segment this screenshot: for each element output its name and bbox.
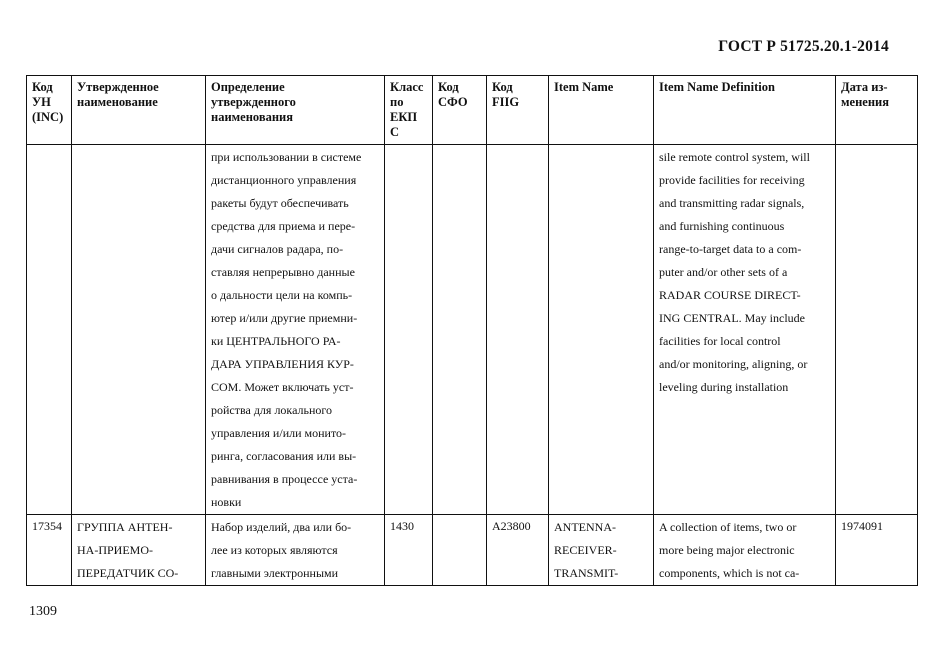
text-line: лее из которых являются [211, 543, 338, 557]
text-line: and transmitting radar signals, [659, 196, 805, 210]
standard-code: ГОСТ Р 51725.20.1-2014 [718, 38, 889, 55]
text-line: range-to-target data to a com- [659, 242, 802, 256]
text-line: provide facilities for receiving [659, 173, 805, 187]
text-line: RADAR COURSE DIRECT- [659, 288, 801, 302]
cell-definition-en [654, 145, 836, 515]
text-line: ракеты будут обеспечивать [211, 196, 349, 210]
text-line: СОМ. Может включать уст- [211, 380, 354, 394]
text-line: RECEIVER- [554, 543, 617, 557]
text-line: TRANSMIT- [554, 566, 619, 580]
text-line: менения [841, 95, 889, 109]
text-line: ДАРА УПРАВЛЕНИЯ КУР- [211, 357, 354, 371]
text-line: Код [492, 80, 513, 94]
cell-class: 1430 [385, 515, 433, 586]
text-line: НА-ПРИЕМО- [77, 543, 153, 557]
cell-inc [27, 145, 72, 515]
text-line: ставляя непрерывно данные [211, 265, 355, 279]
text-line: ГРУППА АНТЕН- [77, 520, 173, 534]
catalog-table [26, 75, 918, 586]
text-line: Определение [211, 80, 285, 94]
table-row-continuation [27, 145, 918, 515]
text-line: components, which is not ca- [659, 566, 800, 580]
text-line: Item Name Definition [659, 80, 775, 94]
cell-class [385, 145, 433, 515]
cell-item-name [549, 515, 654, 586]
text-line: С [390, 125, 400, 139]
text-line: СФО [438, 95, 468, 109]
text-line: ING CENTRAL. May include [659, 311, 805, 325]
cell-definition-ru [206, 145, 385, 515]
cell-item-name [549, 145, 654, 515]
text-line: more being major electronic [659, 543, 795, 557]
text-line: and furnishing continuous [659, 219, 785, 233]
text-line: puter and/or other sets of a [659, 265, 788, 279]
text-line: управления и/или монито- [211, 426, 347, 440]
text-line: о дальности цели на компь- [211, 288, 353, 302]
page-number: 1309 [29, 604, 57, 619]
text-line: при использовании в системе [211, 150, 362, 164]
text-line: ЕКП [390, 110, 418, 124]
text-line: A collection of items, two or [659, 520, 797, 534]
cell-definition-en [654, 515, 836, 586]
text-line: равнивания в процессе уста- [211, 472, 358, 486]
text-line: FIIG [492, 95, 520, 109]
text-line: Класс [390, 80, 424, 94]
table-row [27, 515, 918, 586]
cell-inc: 17354 [27, 515, 72, 586]
header-inc [27, 76, 72, 145]
text-line: Утвержденное [77, 80, 159, 94]
text-line: ринга, согласования или вы- [211, 449, 357, 463]
text-line: утвержденного [211, 95, 296, 109]
text-line: Набор изделий, два или бо- [211, 520, 352, 534]
text-line: средства для приема и пере- [211, 219, 356, 233]
header-sfo [433, 76, 487, 145]
cell-change-date [836, 145, 918, 515]
cell-sfo [433, 515, 487, 586]
header-row [27, 76, 918, 145]
text-line: дистанционного управления [211, 173, 357, 187]
cell-sfo [433, 145, 487, 515]
cell-fiig: A23800 [487, 515, 549, 586]
text-line: ANTENNA- [554, 520, 616, 534]
text-line: leveling during installation [659, 380, 789, 394]
text-line: ройства для локального [211, 403, 333, 417]
text-line: ки ЦЕНТРАЛЬНОГО РА- [211, 334, 341, 348]
text-line: Код [438, 80, 459, 94]
text-line: дачи сигналов радара, по- [211, 242, 344, 256]
text-line: главными электронными [211, 566, 339, 580]
header-item-name [549, 76, 654, 145]
text-line: наименования [211, 110, 294, 124]
text-line: and/or monitoring, aligning, or [659, 357, 808, 371]
header-class [385, 76, 433, 145]
header-change-date [836, 76, 918, 145]
text-line: facilities for local control [659, 334, 781, 348]
header-name-ru [72, 76, 206, 145]
cell-name-ru [72, 145, 206, 515]
text-line: ПЕРЕДАТЧИК СО- [77, 566, 179, 580]
text-line: ютер и/или другие приемни- [211, 311, 358, 325]
cell-fiig [487, 145, 549, 515]
header-definition-ru [206, 76, 385, 145]
text-line: Дата из- [841, 80, 888, 94]
text-line: Item Name [554, 80, 614, 94]
cell-change-date: 1974091 [836, 515, 918, 586]
text-line: sile remote control system, will [659, 150, 810, 164]
text-line: (INC) [32, 110, 64, 124]
header-fiig [487, 76, 549, 145]
text-line: по [390, 95, 404, 109]
cell-name-ru [72, 515, 206, 586]
cell-definition-ru [206, 515, 385, 586]
text-line: новки [211, 495, 242, 509]
header-item-name-definition [654, 76, 836, 145]
text-line: наименование [77, 95, 158, 109]
text-line: УН [32, 95, 51, 109]
text-line: Код [32, 80, 53, 94]
